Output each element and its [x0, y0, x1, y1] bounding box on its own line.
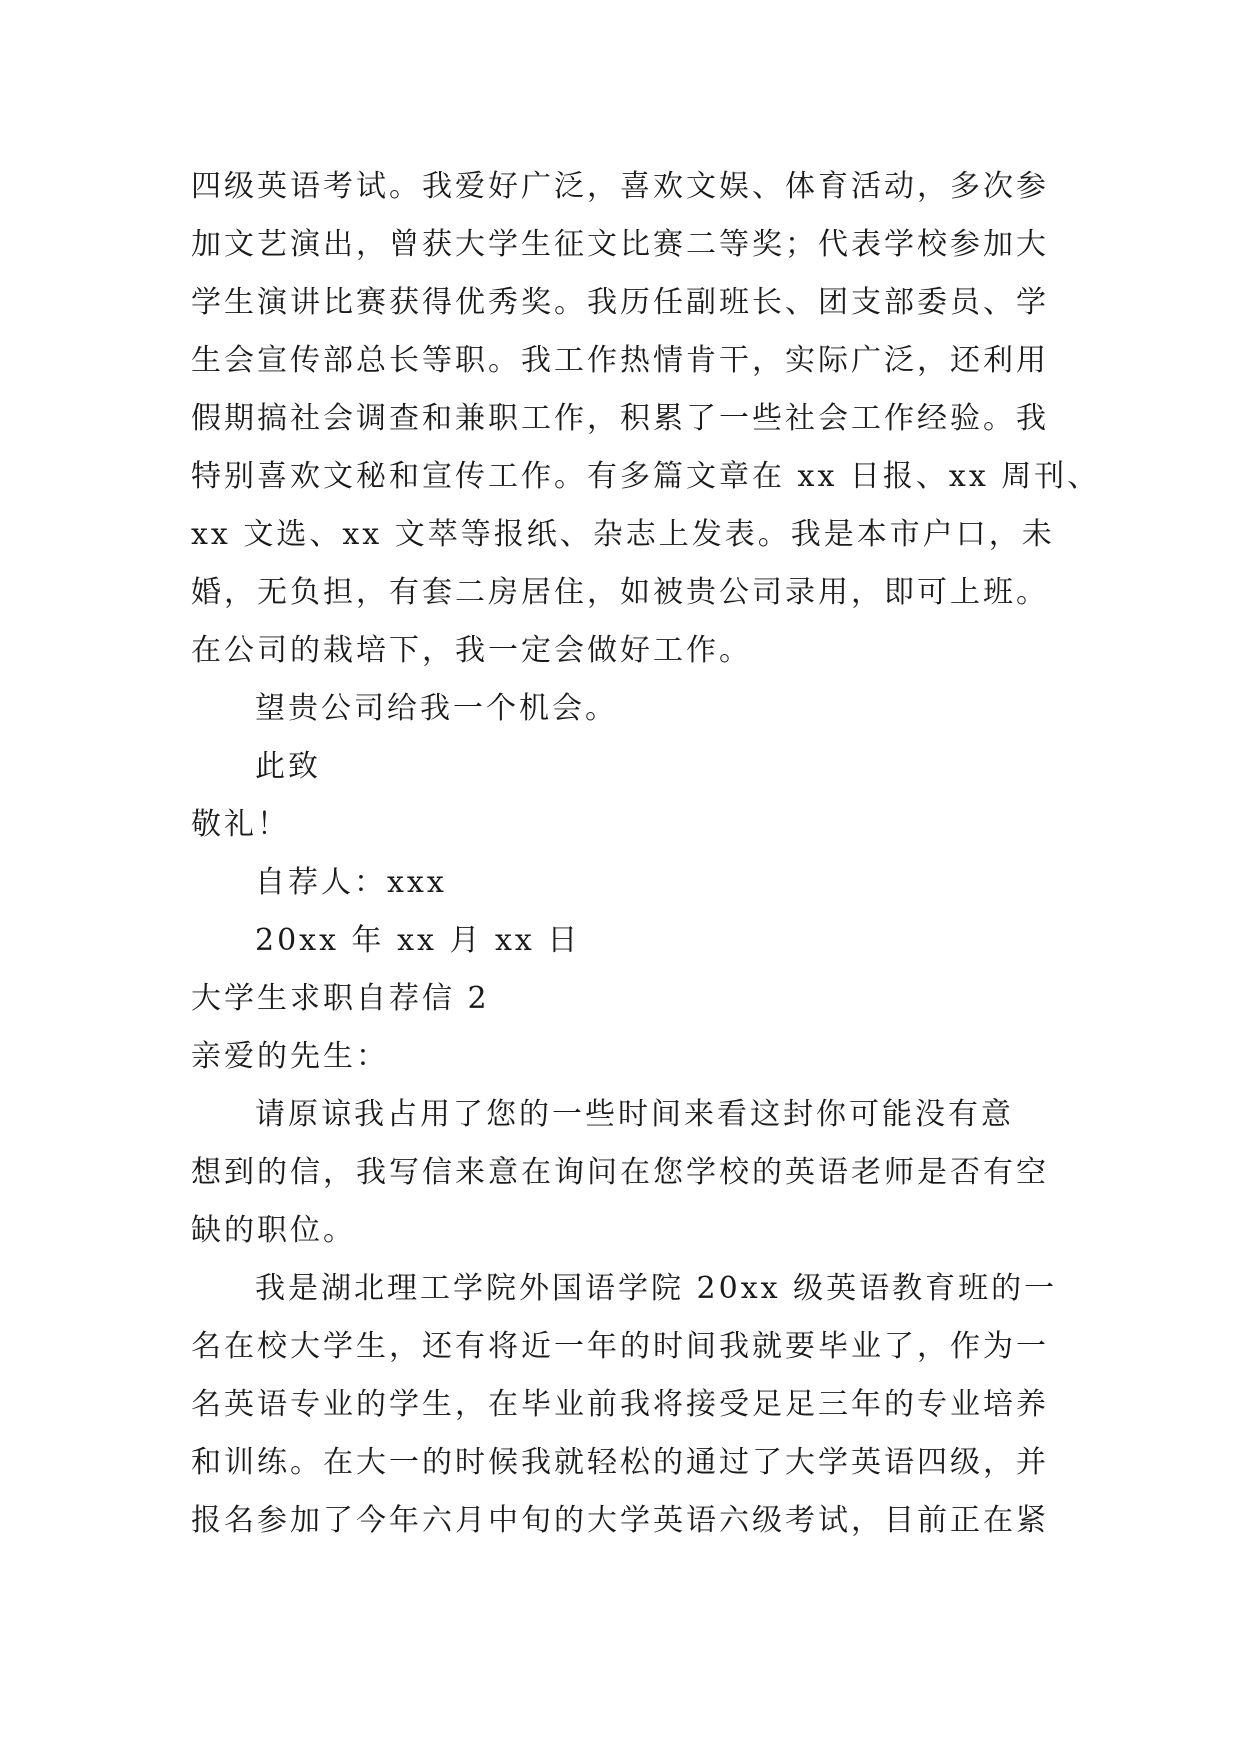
body-line: 报名参加了今年六月中旬的大学英语六级考试，目前正在紧 — [191, 1503, 1049, 1538]
letter-body — [191, 158, 1101, 1550]
section-heading: 大学生求职自荐信 2 — [191, 981, 490, 1016]
body-line: 生会宣传部总长等职。我工作热情肯干，实际广泛，还利用 — [191, 343, 1049, 378]
salutation-regards: 敬礼！ — [191, 807, 290, 842]
body-line: 我是湖北理工学院外国语学院 20xx 级英语教育班的一 — [255, 1271, 1058, 1306]
body-line: 加文艺演出，曾获大学生征文比赛二等奖；代表学校参加大 — [191, 227, 1049, 262]
body-line: 四级英语考试。我爱好广泛，喜欢文娱、体育活动，多次参 — [191, 169, 1049, 204]
date-line: 20xx 年 xx 月 xx 日 — [255, 923, 581, 958]
body-line: 婚，无负担，有套二房居住，如被贵公司录用，即可上班。 — [191, 575, 1049, 610]
body-line: 和训练。在大一的时候我就轻松的通过了大学英语四级，并 — [191, 1445, 1049, 1480]
salutation-closing: 此致 — [255, 749, 321, 784]
body-line: 学生演讲比赛获得优秀奖。我历任副班长、团支部委员、学 — [191, 285, 1049, 320]
body-line: 缺的职位。 — [191, 1213, 356, 1248]
body-line: 请原谅我占用了您的一些时间来看这封你可能没有意 — [255, 1097, 1014, 1132]
closing-request: 望贵公司给我一个机会。 — [255, 691, 618, 726]
body-line: 名在校大学生，还有将近一年的时间我就要毕业了，作为一 — [191, 1329, 1049, 1364]
body-line: 名英语专业的学生，在毕业前我将接受足足三年的专业培养 — [191, 1387, 1049, 1422]
body-line: 在公司的栽培下，我一定会做好工作。 — [191, 633, 752, 668]
body-line: xx 文选、xx 文萃等报纸、杂志上发表。我是本市户口，未 — [191, 517, 1055, 552]
greeting-line: 亲爱的先生： — [191, 1039, 389, 1074]
signature-line: 自荐人：xxx — [255, 865, 447, 900]
body-line: 特别喜欢文秘和宣传工作。有多篇文章在 xx 日报、xx 周刊、 — [191, 459, 1101, 494]
body-line: 想到的信，我写信来意在询问在您学校的英语老师是否有空 — [191, 1155, 1049, 1190]
body-line: 假期搞社会调查和兼职工作，积累了一些社会工作经验。我 — [191, 401, 1049, 436]
